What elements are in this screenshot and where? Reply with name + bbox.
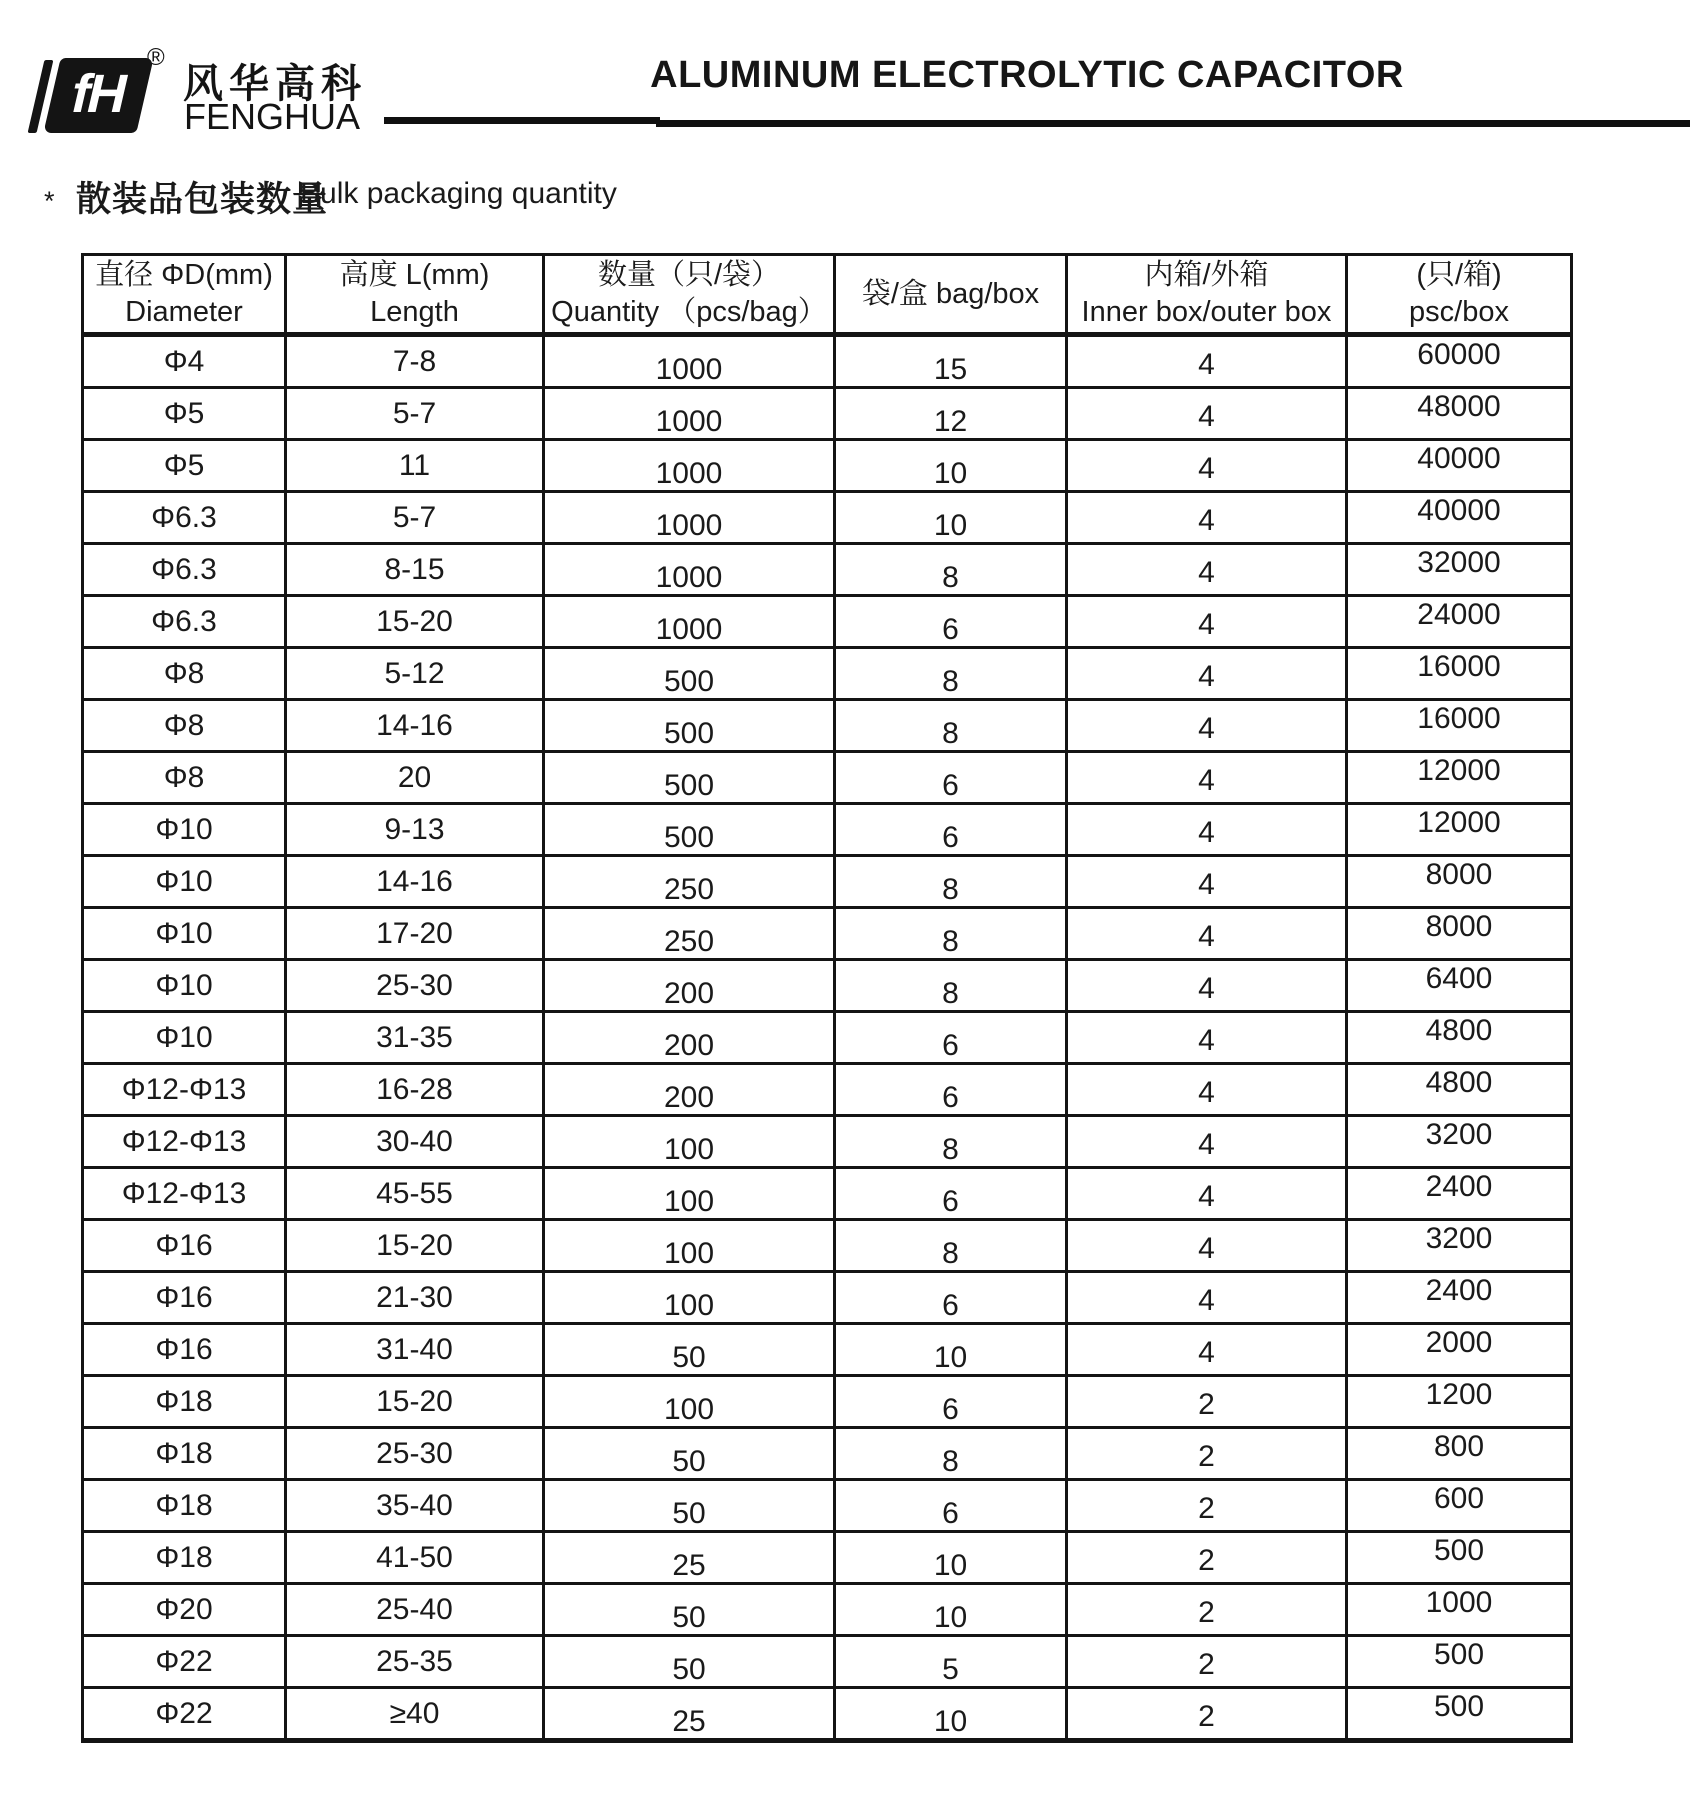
table-row: [83, 1428, 1572, 1480]
cell-inner-outer-box: 2: [1067, 1428, 1347, 1480]
cell-diameter: Φ8: [83, 752, 286, 804]
cell-qty-per-bag: 200: [544, 1012, 835, 1064]
col-header-qty-per-bag: 数量（只/袋） Quantity （pcs/bag）: [544, 255, 835, 335]
company-name-english: FENGHUA: [184, 96, 361, 137]
cell-length: 5-7: [286, 388, 544, 440]
cell-inner-outer-box: 4: [1067, 752, 1347, 804]
cell-qty-per-bag: 25: [544, 1532, 835, 1584]
cell-pcs-per-box: 3200: [1347, 1220, 1572, 1272]
cell-bag-per-box: 8: [835, 648, 1067, 700]
col-header-bag-per-box: 袋/盒 bag/box: [835, 255, 1067, 335]
cell-bag-per-box: 6: [835, 1480, 1067, 1532]
cell-pcs-per-box: 600: [1347, 1480, 1572, 1532]
cell-inner-outer-box: 4: [1067, 648, 1347, 700]
cell-qty-per-bag: 500: [544, 804, 835, 856]
cell-inner-outer-box: 4: [1067, 596, 1347, 648]
table-body: [83, 335, 1572, 1741]
cell-inner-outer-box: 4: [1067, 700, 1347, 752]
table-row: [83, 804, 1572, 856]
cell-diameter: Φ16: [83, 1324, 286, 1376]
cell-length: 15-20: [286, 1220, 544, 1272]
cell-qty-per-bag: 100: [544, 1168, 835, 1220]
cell-length: 30-40: [286, 1116, 544, 1168]
cell-bag-per-box: 15: [835, 335, 1067, 388]
cell-qty-per-bag: 200: [544, 960, 835, 1012]
cell-pcs-per-box: 24000: [1347, 596, 1572, 648]
table-row: [83, 388, 1572, 440]
cell-length: 21-30: [286, 1272, 544, 1324]
cell-pcs-per-box: 4800: [1347, 1012, 1572, 1064]
cell-qty-per-bag: 250: [544, 908, 835, 960]
cell-length: 25-35: [286, 1636, 544, 1688]
col-header-inner-outer-box: 内箱/外箱 Inner box/outer box: [1067, 255, 1347, 335]
cell-pcs-per-box: 32000: [1347, 544, 1572, 596]
cell-length: 17-20: [286, 908, 544, 960]
cell-inner-outer-box: 4: [1067, 1324, 1347, 1376]
col-header-pcs-per-box: (只/箱) psc/box: [1347, 255, 1572, 335]
cell-length: 9-13: [286, 804, 544, 856]
cell-pcs-per-box: 2400: [1347, 1272, 1572, 1324]
cell-bag-per-box: 8: [835, 1116, 1067, 1168]
cell-diameter: Φ6.3: [83, 544, 286, 596]
fenghua-logo-monogram: fH: [65, 63, 133, 124]
cell-qty-per-bag: 1000: [544, 440, 835, 492]
cell-pcs-per-box: 3200: [1347, 1116, 1572, 1168]
cell-pcs-per-box: 2000: [1347, 1324, 1572, 1376]
cell-length: 5-12: [286, 648, 544, 700]
cell-bag-per-box: 8: [835, 1428, 1067, 1480]
cell-inner-outer-box: 4: [1067, 388, 1347, 440]
cell-bag-per-box: 10: [835, 1584, 1067, 1636]
cell-qty-per-bag: 500: [544, 648, 835, 700]
table-row: [83, 1272, 1572, 1324]
cell-length: 31-35: [286, 1012, 544, 1064]
cell-diameter: Φ10: [83, 908, 286, 960]
cell-pcs-per-box: 60000: [1347, 335, 1572, 388]
cell-pcs-per-box: 40000: [1347, 440, 1572, 492]
table-row: [83, 1168, 1572, 1220]
cell-diameter: Φ6.3: [83, 596, 286, 648]
cell-diameter: Φ18: [83, 1480, 286, 1532]
cell-length: 31-40: [286, 1324, 544, 1376]
cell-bag-per-box: 6: [835, 1168, 1067, 1220]
cell-pcs-per-box: 48000: [1347, 388, 1572, 440]
cell-length: 25-40: [286, 1584, 544, 1636]
cell-pcs-per-box: 16000: [1347, 700, 1572, 752]
table-row: [83, 1636, 1572, 1688]
cell-diameter: Φ10: [83, 1012, 286, 1064]
cell-qty-per-bag: 1000: [544, 544, 835, 596]
table-row: [83, 648, 1572, 700]
cell-bag-per-box: 6: [835, 752, 1067, 804]
cell-pcs-per-box: 500: [1347, 1532, 1572, 1584]
cell-bag-per-box: 8: [835, 700, 1067, 752]
cell-length: 14-16: [286, 856, 544, 908]
table-row: [83, 856, 1572, 908]
cell-pcs-per-box: 12000: [1347, 752, 1572, 804]
cell-pcs-per-box: 4800: [1347, 1064, 1572, 1116]
table-row: [83, 908, 1572, 960]
cell-qty-per-bag: 100: [544, 1116, 835, 1168]
cell-diameter: Φ10: [83, 960, 286, 1012]
cell-qty-per-bag: 100: [544, 1220, 835, 1272]
registered-trademark-icon: ®: [147, 44, 165, 71]
table-row: [83, 1584, 1572, 1636]
cell-inner-outer-box: 4: [1067, 1116, 1347, 1168]
cell-qty-per-bag: 1000: [544, 596, 835, 648]
cell-diameter: Φ16: [83, 1272, 286, 1324]
company-name-chinese: 风华高科: [183, 62, 367, 106]
table-row: [83, 1480, 1572, 1532]
cell-qty-per-bag: 50: [544, 1324, 835, 1376]
cell-inner-outer-box: 4: [1067, 1220, 1347, 1272]
cell-inner-outer-box: 2: [1067, 1532, 1347, 1584]
cell-length: 35-40: [286, 1480, 544, 1532]
cell-inner-outer-box: 2: [1067, 1584, 1347, 1636]
table-row: [83, 492, 1572, 544]
cell-diameter: Φ8: [83, 648, 286, 700]
section-heading-chinese: 散装品包装数量: [76, 180, 329, 219]
table-row: [83, 1220, 1572, 1272]
cell-length: 15-20: [286, 1376, 544, 1428]
cell-inner-outer-box: 4: [1067, 1012, 1347, 1064]
cell-diameter: Φ6.3: [83, 492, 286, 544]
cell-bag-per-box: 6: [835, 1012, 1067, 1064]
cell-diameter: Φ12-Φ13: [83, 1064, 286, 1116]
table-row: [83, 440, 1572, 492]
cell-bag-per-box: 8: [835, 1220, 1067, 1272]
cell-length: 7-8: [286, 335, 544, 388]
cell-bag-per-box: 10: [835, 1532, 1067, 1584]
cell-inner-outer-box: 4: [1067, 544, 1347, 596]
cell-inner-outer-box: 4: [1067, 335, 1347, 388]
cell-length: 8-15: [286, 544, 544, 596]
cell-length: 5-7: [286, 492, 544, 544]
cell-bag-per-box: 6: [835, 1376, 1067, 1428]
cell-pcs-per-box: 1000: [1347, 1584, 1572, 1636]
cell-diameter: Φ16: [83, 1220, 286, 1272]
cell-inner-outer-box: 2: [1067, 1376, 1347, 1428]
cell-pcs-per-box: 8000: [1347, 908, 1572, 960]
cell-qty-per-bag: 500: [544, 752, 835, 804]
cell-pcs-per-box: 16000: [1347, 648, 1572, 700]
cell-pcs-per-box: 500: [1347, 1636, 1572, 1688]
table-header: [83, 255, 1572, 335]
table-row: [83, 1376, 1572, 1428]
table-row: [83, 960, 1572, 1012]
table-row: [83, 752, 1572, 804]
cell-inner-outer-box: 4: [1067, 856, 1347, 908]
cell-length: 14-16: [286, 700, 544, 752]
cell-bag-per-box: 6: [835, 1064, 1067, 1116]
table-row: [83, 335, 1572, 388]
cell-bag-per-box: 6: [835, 1272, 1067, 1324]
cell-length: 41-50: [286, 1532, 544, 1584]
cell-inner-outer-box: 4: [1067, 908, 1347, 960]
cell-qty-per-bag: 50: [544, 1636, 835, 1688]
cell-bag-per-box: 8: [835, 960, 1067, 1012]
cell-qty-per-bag: 200: [544, 1064, 835, 1116]
col-header-length: 高度 L(mm) Length: [286, 255, 544, 335]
cell-bag-per-box: 10: [835, 1688, 1067, 1741]
cell-length: 20: [286, 752, 544, 804]
cell-inner-outer-box: 4: [1067, 492, 1347, 544]
table-row: [83, 1688, 1572, 1741]
cell-bag-per-box: 8: [835, 544, 1067, 596]
cell-inner-outer-box: 4: [1067, 804, 1347, 856]
cell-inner-outer-box: 4: [1067, 440, 1347, 492]
cell-diameter: Φ12-Φ13: [83, 1168, 286, 1220]
cell-pcs-per-box: 1200: [1347, 1376, 1572, 1428]
cell-bag-per-box: 6: [835, 804, 1067, 856]
cell-diameter: Φ20: [83, 1584, 286, 1636]
cell-qty-per-bag: 250: [544, 856, 835, 908]
cell-qty-per-bag: 25: [544, 1688, 835, 1741]
cell-pcs-per-box: 2400: [1347, 1168, 1572, 1220]
cell-inner-outer-box: 2: [1067, 1636, 1347, 1688]
cell-bag-per-box: 8: [835, 856, 1067, 908]
table-row: [83, 596, 1572, 648]
cell-length: 45-55: [286, 1168, 544, 1220]
col-header-diameter: 直径 ΦD(mm) Diameter: [83, 255, 286, 335]
cell-bag-per-box: 10: [835, 492, 1067, 544]
bulk-packaging-table: [81, 253, 1573, 1743]
cell-diameter: Φ22: [83, 1636, 286, 1688]
cell-inner-outer-box: 4: [1067, 1064, 1347, 1116]
cell-inner-outer-box: 2: [1067, 1688, 1347, 1741]
table-row: [83, 700, 1572, 752]
section-heading-english: Bulk packaging quantity: [300, 177, 617, 210]
table-row: [83, 1012, 1572, 1064]
cell-qty-per-bag: 50: [544, 1480, 835, 1532]
cell-diameter: Φ5: [83, 388, 286, 440]
cell-bag-per-box: 6: [835, 596, 1067, 648]
fenghua-logo-icon: [43, 58, 153, 133]
cell-qty-per-bag: 50: [544, 1584, 835, 1636]
cell-bag-per-box: 5: [835, 1636, 1067, 1688]
section-bullet: *: [44, 186, 55, 216]
cell-qty-per-bag: 500: [544, 700, 835, 752]
cell-inner-outer-box: 2: [1067, 1480, 1347, 1532]
table-row: [83, 1324, 1572, 1376]
cell-diameter: Φ4: [83, 335, 286, 388]
cell-length: 25-30: [286, 1428, 544, 1480]
table-row: [83, 1116, 1572, 1168]
cell-diameter: Φ8: [83, 700, 286, 752]
cell-qty-per-bag: 1000: [544, 492, 835, 544]
cell-bag-per-box: 10: [835, 1324, 1067, 1376]
title-underline-right: [656, 120, 1690, 127]
cell-qty-per-bag: 1000: [544, 388, 835, 440]
header-row: [83, 255, 1572, 335]
cell-length: 16-28: [286, 1064, 544, 1116]
cell-diameter: Φ18: [83, 1532, 286, 1584]
table-row: [83, 1064, 1572, 1116]
cell-diameter: Φ5: [83, 440, 286, 492]
cell-diameter: Φ10: [83, 804, 286, 856]
cell-bag-per-box: 8: [835, 908, 1067, 960]
cell-qty-per-bag: 50: [544, 1428, 835, 1480]
table-row: [83, 1532, 1572, 1584]
cell-inner-outer-box: 4: [1067, 1272, 1347, 1324]
cell-pcs-per-box: 500: [1347, 1688, 1572, 1741]
cell-qty-per-bag: 1000: [544, 335, 835, 388]
cell-pcs-per-box: 40000: [1347, 492, 1572, 544]
cell-qty-per-bag: 100: [544, 1376, 835, 1428]
cell-diameter: Φ12-Φ13: [83, 1116, 286, 1168]
title-underline-left: [384, 117, 660, 124]
page-title: ALUMINUM ELECTROLYTIC CAPACITOR: [650, 54, 1404, 96]
cell-length: ≥40: [286, 1688, 544, 1741]
cell-length: 25-30: [286, 960, 544, 1012]
cell-pcs-per-box: 12000: [1347, 804, 1572, 856]
cell-inner-outer-box: 4: [1067, 1168, 1347, 1220]
cell-bag-per-box: 10: [835, 440, 1067, 492]
table-row: [83, 544, 1572, 596]
cell-pcs-per-box: 800: [1347, 1428, 1572, 1480]
cell-length: 15-20: [286, 596, 544, 648]
cell-diameter: Φ22: [83, 1688, 286, 1741]
cell-bag-per-box: 12: [835, 388, 1067, 440]
cell-diameter: Φ18: [83, 1376, 286, 1428]
cell-qty-per-bag: 100: [544, 1272, 835, 1324]
cell-inner-outer-box: 4: [1067, 960, 1347, 1012]
cell-pcs-per-box: 8000: [1347, 856, 1572, 908]
cell-length: 11: [286, 440, 544, 492]
cell-diameter: Φ10: [83, 856, 286, 908]
cell-pcs-per-box: 6400: [1347, 960, 1572, 1012]
cell-diameter: Φ18: [83, 1428, 286, 1480]
